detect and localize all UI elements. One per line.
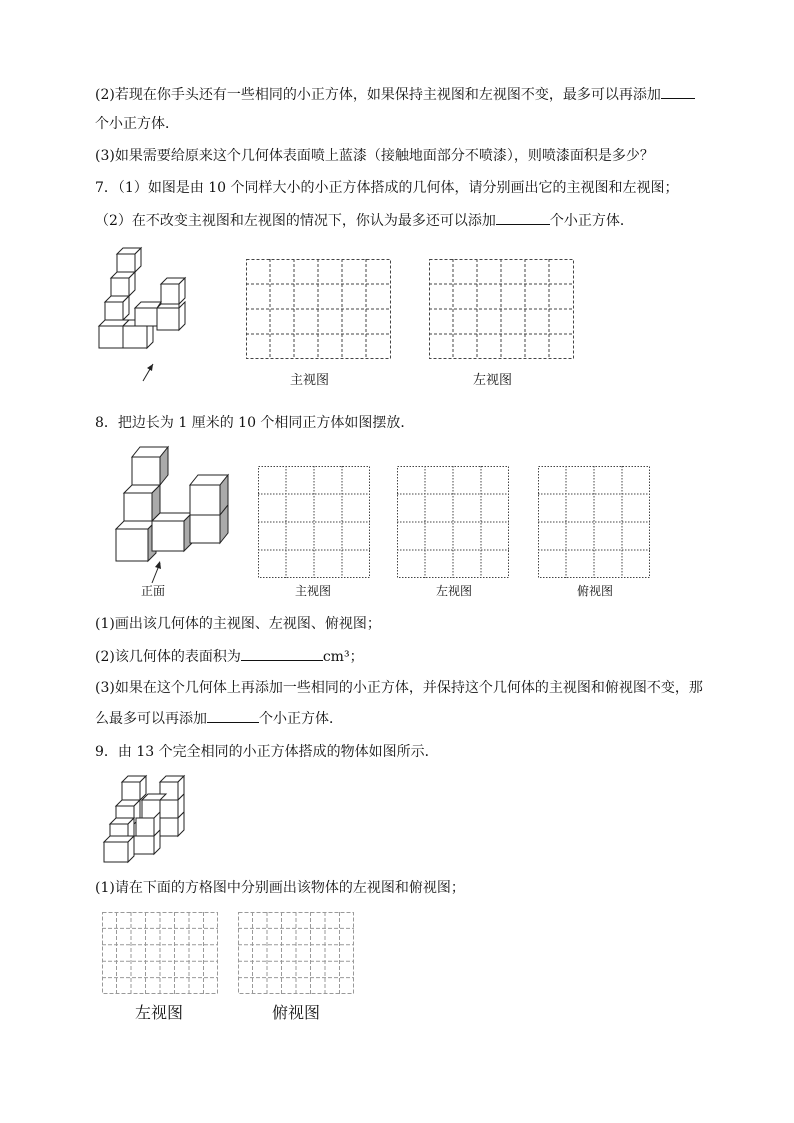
q8-top-view-grid[interactable]	[538, 466, 650, 578]
q8-front-caption: 主视图	[295, 584, 332, 598]
q9-left-caption: 左视图	[135, 1003, 184, 1022]
q7-2-tail: 个小正方体．	[549, 213, 634, 229]
question-7-part-2	[95, 210, 634, 231]
answer-blank[interactable]	[661, 84, 695, 99]
q8-top-caption: 俯视图	[577, 584, 614, 598]
q7-2-text: （2）在不改变主视图和左视图的情况下，你认为最多还可以添加	[95, 213, 496, 229]
q9-left-view-grid[interactable]	[102, 912, 218, 994]
q8-2-unit: cm³；	[322, 649, 364, 665]
question-8: 8．把边长为 1 厘米的 10 个相同正方体如图摆放．	[95, 415, 415, 431]
q8-4-text: 么最多可以再添加	[95, 711, 207, 727]
question-9-part-1: (1)请在下面的方格图中分别画出该物体的左视图和俯视图；	[95, 880, 465, 896]
q8-4-tail: 个小正方体．	[259, 711, 343, 727]
answer-blank[interactable]	[496, 210, 550, 225]
question-8-part-3-cont	[95, 708, 343, 729]
q9-top-caption: 俯视图	[272, 1003, 321, 1022]
q8-2-text: (2)该几何体的表面积为	[95, 649, 241, 665]
question-9: 9．由 13 个完全相同的小正方体搭成的物体如图所示．	[95, 744, 439, 760]
question-8-part-3: (3)如果在这个几何体上再添加一些相同的小正方体，并保持这个几何体的主视图和俯视图不变，那	[95, 680, 703, 696]
question-7-part-1: 7．（1）如图是由 10 个同样大小的小正方体搭成的几何体，请分别画出它的主视图和左视图；	[95, 180, 679, 196]
question-8-part-2	[95, 646, 364, 667]
question-6-part-2	[95, 84, 695, 105]
q8-front-face-caption: 正面	[141, 584, 166, 598]
q7-left-caption: 左视图	[473, 373, 513, 388]
q6-2-text: (2)若现在你手头还有一些相同的小正方体，如果保持主视图和左视图不变，最多可以再添加	[95, 87, 661, 103]
question-6-part-3: (3)如果需要给原来这个几何体表面喷上蓝漆（接触地面部分不喷漆），则喷漆面积是多少？	[95, 148, 654, 164]
question-8-part-1: (1)画出该几何体的主视图、左视图、俯视图；	[95, 616, 381, 632]
q9-top-view-grid[interactable]	[238, 912, 354, 994]
q7-front-caption: 主视图	[290, 373, 330, 388]
q7-front-view-grid[interactable]	[246, 259, 391, 359]
q8-cube-figure	[110, 445, 235, 570]
q8-front-view-grid[interactable]	[258, 466, 370, 578]
q7-cube-figure	[95, 246, 195, 386]
question-6-part-2-cont: 个小正方体．	[95, 116, 179, 132]
q8-left-caption: 左视图	[436, 584, 473, 598]
answer-blank[interactable]	[241, 646, 323, 661]
q8-left-view-grid[interactable]	[397, 466, 509, 578]
q7-left-view-grid[interactable]	[429, 259, 574, 359]
answer-blank[interactable]	[207, 708, 259, 723]
q9-cube-figure	[100, 772, 195, 867]
